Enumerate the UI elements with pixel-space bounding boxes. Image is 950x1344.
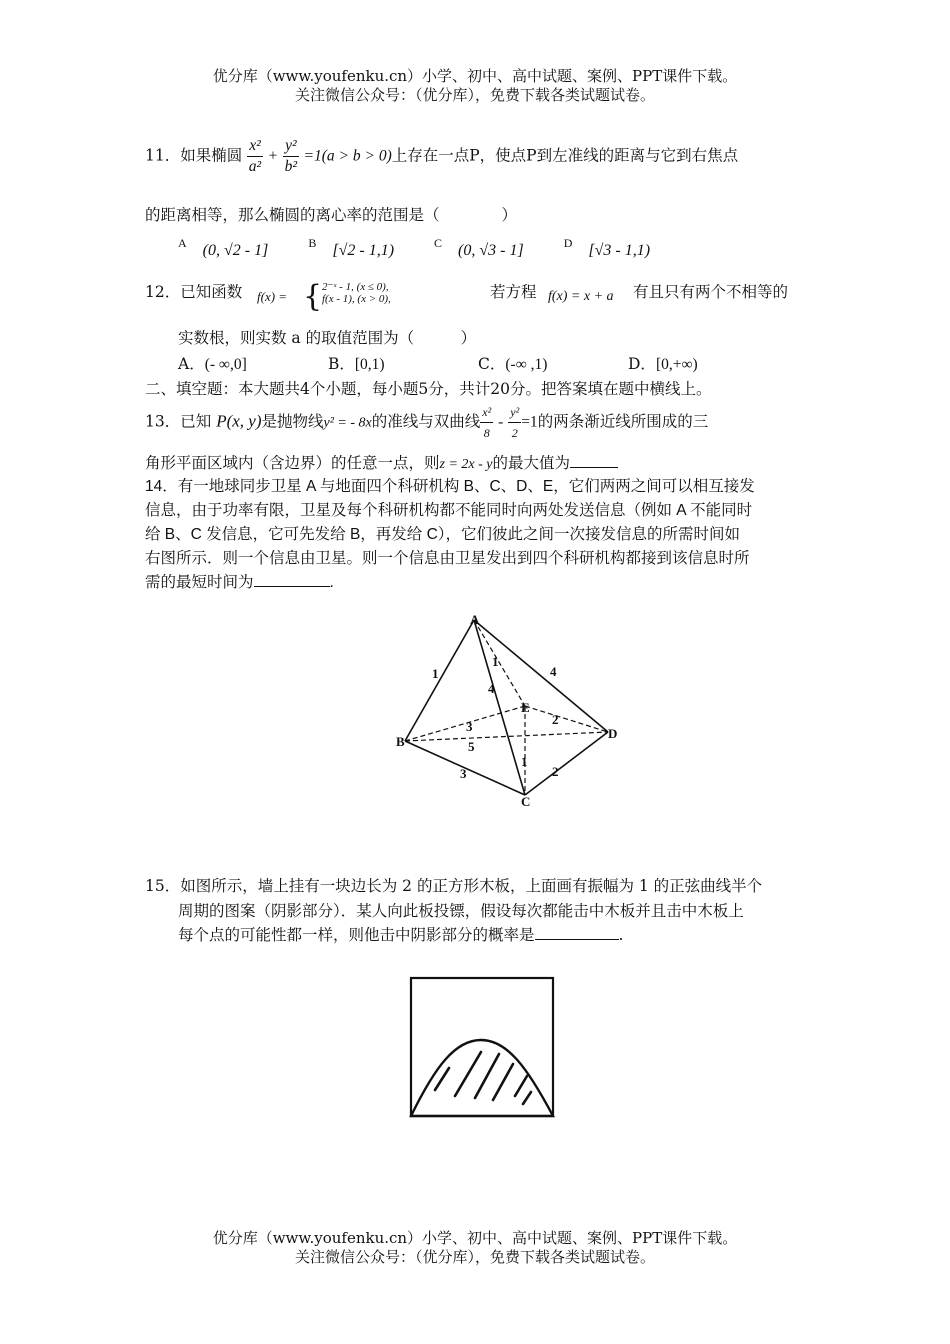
node-label-d: D: [608, 726, 618, 741]
option-a: (0, √2 - 1]: [202, 242, 269, 259]
option-label: B: [308, 236, 317, 250]
question-13: 13．已知 P(x, y)是抛物线y² = - 8x的准线与双曲线 $\frac{\text{x²}}{8}$ - $\frac{\text{y²}}{2}$ =1的两条渐近线所围成的三: [145, 402, 708, 443]
option-d: D．[0,+∞): [628, 355, 698, 373]
option-d: [√3 - 1,1): [588, 242, 651, 259]
question-13-line-2: 角形平面区域内（含边界）的任意一点，则z = 2x - y的最大值为: [145, 451, 618, 473]
edge-label-bc: 3: [460, 766, 467, 781]
answer-blank: [535, 939, 619, 940]
question-number: 13．: [145, 412, 181, 431]
option-c: (0, √3 - 1]: [458, 242, 524, 259]
edge-label-ec: 1: [521, 754, 528, 769]
option-label: A: [178, 236, 187, 250]
header-line-2: 关注微信公众号：（优分库），免费下载各类试题试卷。: [294, 86, 655, 104]
function-name: f(x) =: [257, 289, 288, 304]
node-label-c: C: [521, 794, 531, 809]
question-number: 14．: [145, 478, 178, 495]
square-board: [411, 978, 553, 1116]
edge-label-ae: 1: [492, 654, 499, 669]
question-11: 11．如果椭圆 $\frac{\text{x²}}{\text{a²}}$ + $\frac{\text{y²}}{\text{b²}}$ =1(a > b > 0)上存在一点P，使点P到左准线的距离与它到右焦点: [145, 137, 739, 175]
footer-line-2: 关注微信公众号：（优分库），免费下载各类试题试卷。: [294, 1248, 655, 1266]
edge-ed: [525, 706, 608, 732]
question-text: 上存在一点P，使点P到左准线的距离与它到右焦点: [391, 146, 739, 165]
question-15: 15．如图所示，墙上挂有一块边长为 2 的正方形木板，上面画有振幅为 1 的正弦曲线半个 周期的图案（阴影部分）．某人向此板投镖，假设每次都能击中木板并且击中木板上 每个点的可能性都一样，则他击中阴影部分的概率是 .: [145, 877, 763, 944]
node-label-b: B: [396, 734, 405, 749]
edge-label-ac: 4: [488, 681, 495, 696]
edge-label-be: 3: [466, 719, 473, 734]
point-p: P(x, y): [216, 411, 262, 431]
answer-blank: [570, 467, 618, 468]
option-b: [√2 - 1,1): [332, 242, 395, 259]
fraction-y2-b2: $\frac{\text{y²}}{\text{b²}}$: [284, 137, 298, 175]
node-label-a: A: [470, 612, 480, 627]
piecewise-cases: [322, 281, 391, 305]
question-11-options: [178, 236, 650, 260]
question-text: 若方程: [490, 283, 537, 301]
question-number: 12．: [145, 283, 181, 301]
option-a: A．(- ∞,0]: [178, 355, 247, 373]
edge-ac: [474, 620, 525, 795]
question-12: 12．已知函数: [145, 283, 243, 301]
parabola: y² = - 8x: [323, 415, 372, 431]
edge-label-cd: 2: [552, 764, 559, 779]
fraction-y2-2: $\frac{\text{y²}}{2}$: [508, 402, 521, 443]
network-diagram: [380, 608, 640, 813]
brace-icon: {: [303, 279, 323, 314]
fraction-x2-a2: $\frac{\text{x²}}{\text{a²}}$: [248, 137, 262, 175]
section-heading: 二、填空题：本大题共4个小题，每小题5分，共计20分。把答案填在题中横线上。: [145, 380, 712, 398]
question-text: 有且只有两个不相等的: [633, 283, 789, 301]
option-label: D: [563, 236, 573, 250]
fraction-x2-8: $\frac{\text{x²}}{8}$: [480, 402, 493, 443]
question-text: 如果椭圆: [180, 146, 243, 165]
node-label-e: E: [521, 700, 530, 715]
edge-cd: [525, 732, 608, 795]
edge-ae: [474, 620, 525, 706]
equation: =1(a > b > 0): [303, 147, 392, 165]
answer-blank: [254, 586, 330, 587]
option-label: C: [434, 236, 443, 250]
case-2: f(x - 1), (x > 0),: [322, 293, 391, 305]
question-14: 14．有一地球同步卫星 A 与地面四个科研机构 B、C、D、E，它们两两之间可以相互接发 信息，由于功率有限，卫星及每个科研机构都不能同时向两处发送信息（例如 A 不能同时 给 B、C 发信息，它可先发给 B，再发给 C），它们彼此之间一次接发信息的所需时间如 右图所示．则一个信息由卫星。则一个信息由卫星发出到四个科研机构都接到该信息时所 需的最短时间为 .: [145, 478, 755, 591]
footer-line-1: 优分库（www.youfenku.cn）小学、初中、高中试题、案例、PPT课件下载。: [212, 1229, 738, 1247]
question-12-line-2: 实数根，则实数 a 的取值范围为（ ）: [178, 329, 477, 347]
edge-label-ab: 1: [432, 666, 439, 681]
question-number: 11．: [145, 146, 181, 165]
header-line-1: 优分库（www.youfenku.cn）小学、初中、高中试题、案例、PPT课件下载。: [212, 67, 738, 85]
edge-label-ad: 4: [550, 664, 557, 679]
equation: f(x) = x + a: [548, 289, 614, 304]
sine-board-diagram: [405, 972, 560, 1122]
edge-label-bd: 5: [468, 739, 475, 754]
expression-z: z = 2x - y: [439, 457, 493, 472]
question-11-line-2: 的距离相等，那么椭圆的离心率的范围是（ ）: [145, 206, 518, 224]
edge-label-ed: 2: [552, 712, 559, 727]
case-1: 2⁻ˣ - 1, (x ≤ 0),: [322, 281, 389, 293]
edge-ab: [405, 620, 474, 741]
question-number: 15．: [145, 877, 181, 895]
option-b: B．[0,1): [328, 355, 385, 373]
option-c: C．(-∞ ,1): [478, 355, 548, 373]
